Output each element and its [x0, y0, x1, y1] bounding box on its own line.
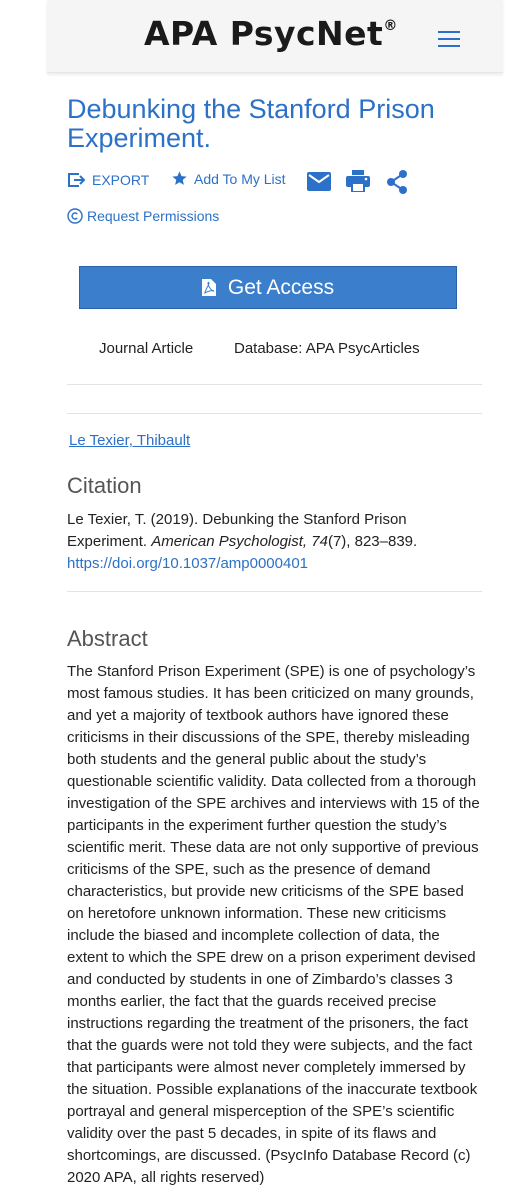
copyright-icon	[67, 208, 83, 224]
email-icon[interactable]	[307, 172, 331, 196]
header-bar	[47, 0, 503, 73]
site-logo[interactable]	[144, 14, 398, 53]
doi-link[interactable]: https://doi.org/10.1037/amp0000401	[67, 555, 309, 572]
author-link[interactable]: Le Texier, Thibault	[69, 432, 191, 449]
divider	[67, 413, 482, 414]
divider	[67, 591, 482, 592]
add-to-list-label: Add To My List	[194, 170, 286, 187]
add-to-list-button[interactable]	[171, 170, 286, 187]
citation-heading: Citation	[67, 473, 142, 498]
export-label: EXPORT	[92, 172, 150, 188]
record-database: Database: APA PsycArticles	[234, 340, 420, 357]
abstract-heading: Abstract	[67, 626, 148, 651]
request-permissions-label: Request Permissions	[87, 208, 220, 224]
get-access-label: Get Access	[227, 275, 335, 299]
citation-text	[67, 509, 472, 575]
export-icon	[67, 172, 87, 188]
star-icon	[171, 170, 188, 187]
pdf-icon	[202, 279, 216, 296]
article-title: Debunking the Stanford Prison Experiment.	[67, 94, 435, 153]
get-access-button[interactable]	[79, 266, 457, 309]
hamburger-menu-icon[interactable]	[438, 31, 460, 47]
divider	[67, 384, 482, 385]
citation-text-before: Le Texier, T. (2019). Debunking the Stanford Prison Experiment.	[67, 511, 407, 550]
request-permissions-link[interactable]	[67, 208, 219, 224]
logo-text: APA PsycNet	[144, 14, 384, 53]
citation-text-after: (7), 823–839.	[327, 533, 418, 550]
registered-mark: ®	[383, 18, 398, 34]
citation-journal: American Psychologist, 74	[151, 533, 328, 550]
abstract-text: The Stanford Prison Experiment (SPE) is one of psychology’s most famous studies. It has been criticized on many grounds, and yet a majority of textbook authors have ignored these criticisms in their discussions of the SPE, thereby misleading both students and the general public about the study’s questionable scientific validity. Data collected from a thorough investigation of the SPE archives and interviews with 15 of the participants in the experiment further question the study’s scientific merit. These data are not only supportive of previous criticisms of the SPE, such as the presence of demand characteristics, but provide new criticisms of the SPE based on heretofore unknown information. These new criticisms include the biased and incomplete collection of data, the extent to which the SPE drew on a prison experiment devised and conducted by students in one of Zimbardo’s classes 3 months earlier, the fact that the guards received precise instructions regarding the treatment of the prisoners, the fact that the guards were not told they were subjects, and the fact that participants were almost never completely immersed by the situation. Possible explanations of the inaccurate textbook portrayal and general misperception of the SPE’s scientific validity over the past 5 decades, in spite of its flaws and shortcomings, are discussed. (PsycInfo Database Record (c) 2020 APA, all rights reserved)	[67, 663, 480, 1186]
export-button[interactable]	[67, 172, 149, 188]
record-type: Journal Article	[99, 340, 194, 357]
print-icon[interactable]	[346, 170, 370, 197]
share-icon[interactable]	[386, 170, 408, 199]
